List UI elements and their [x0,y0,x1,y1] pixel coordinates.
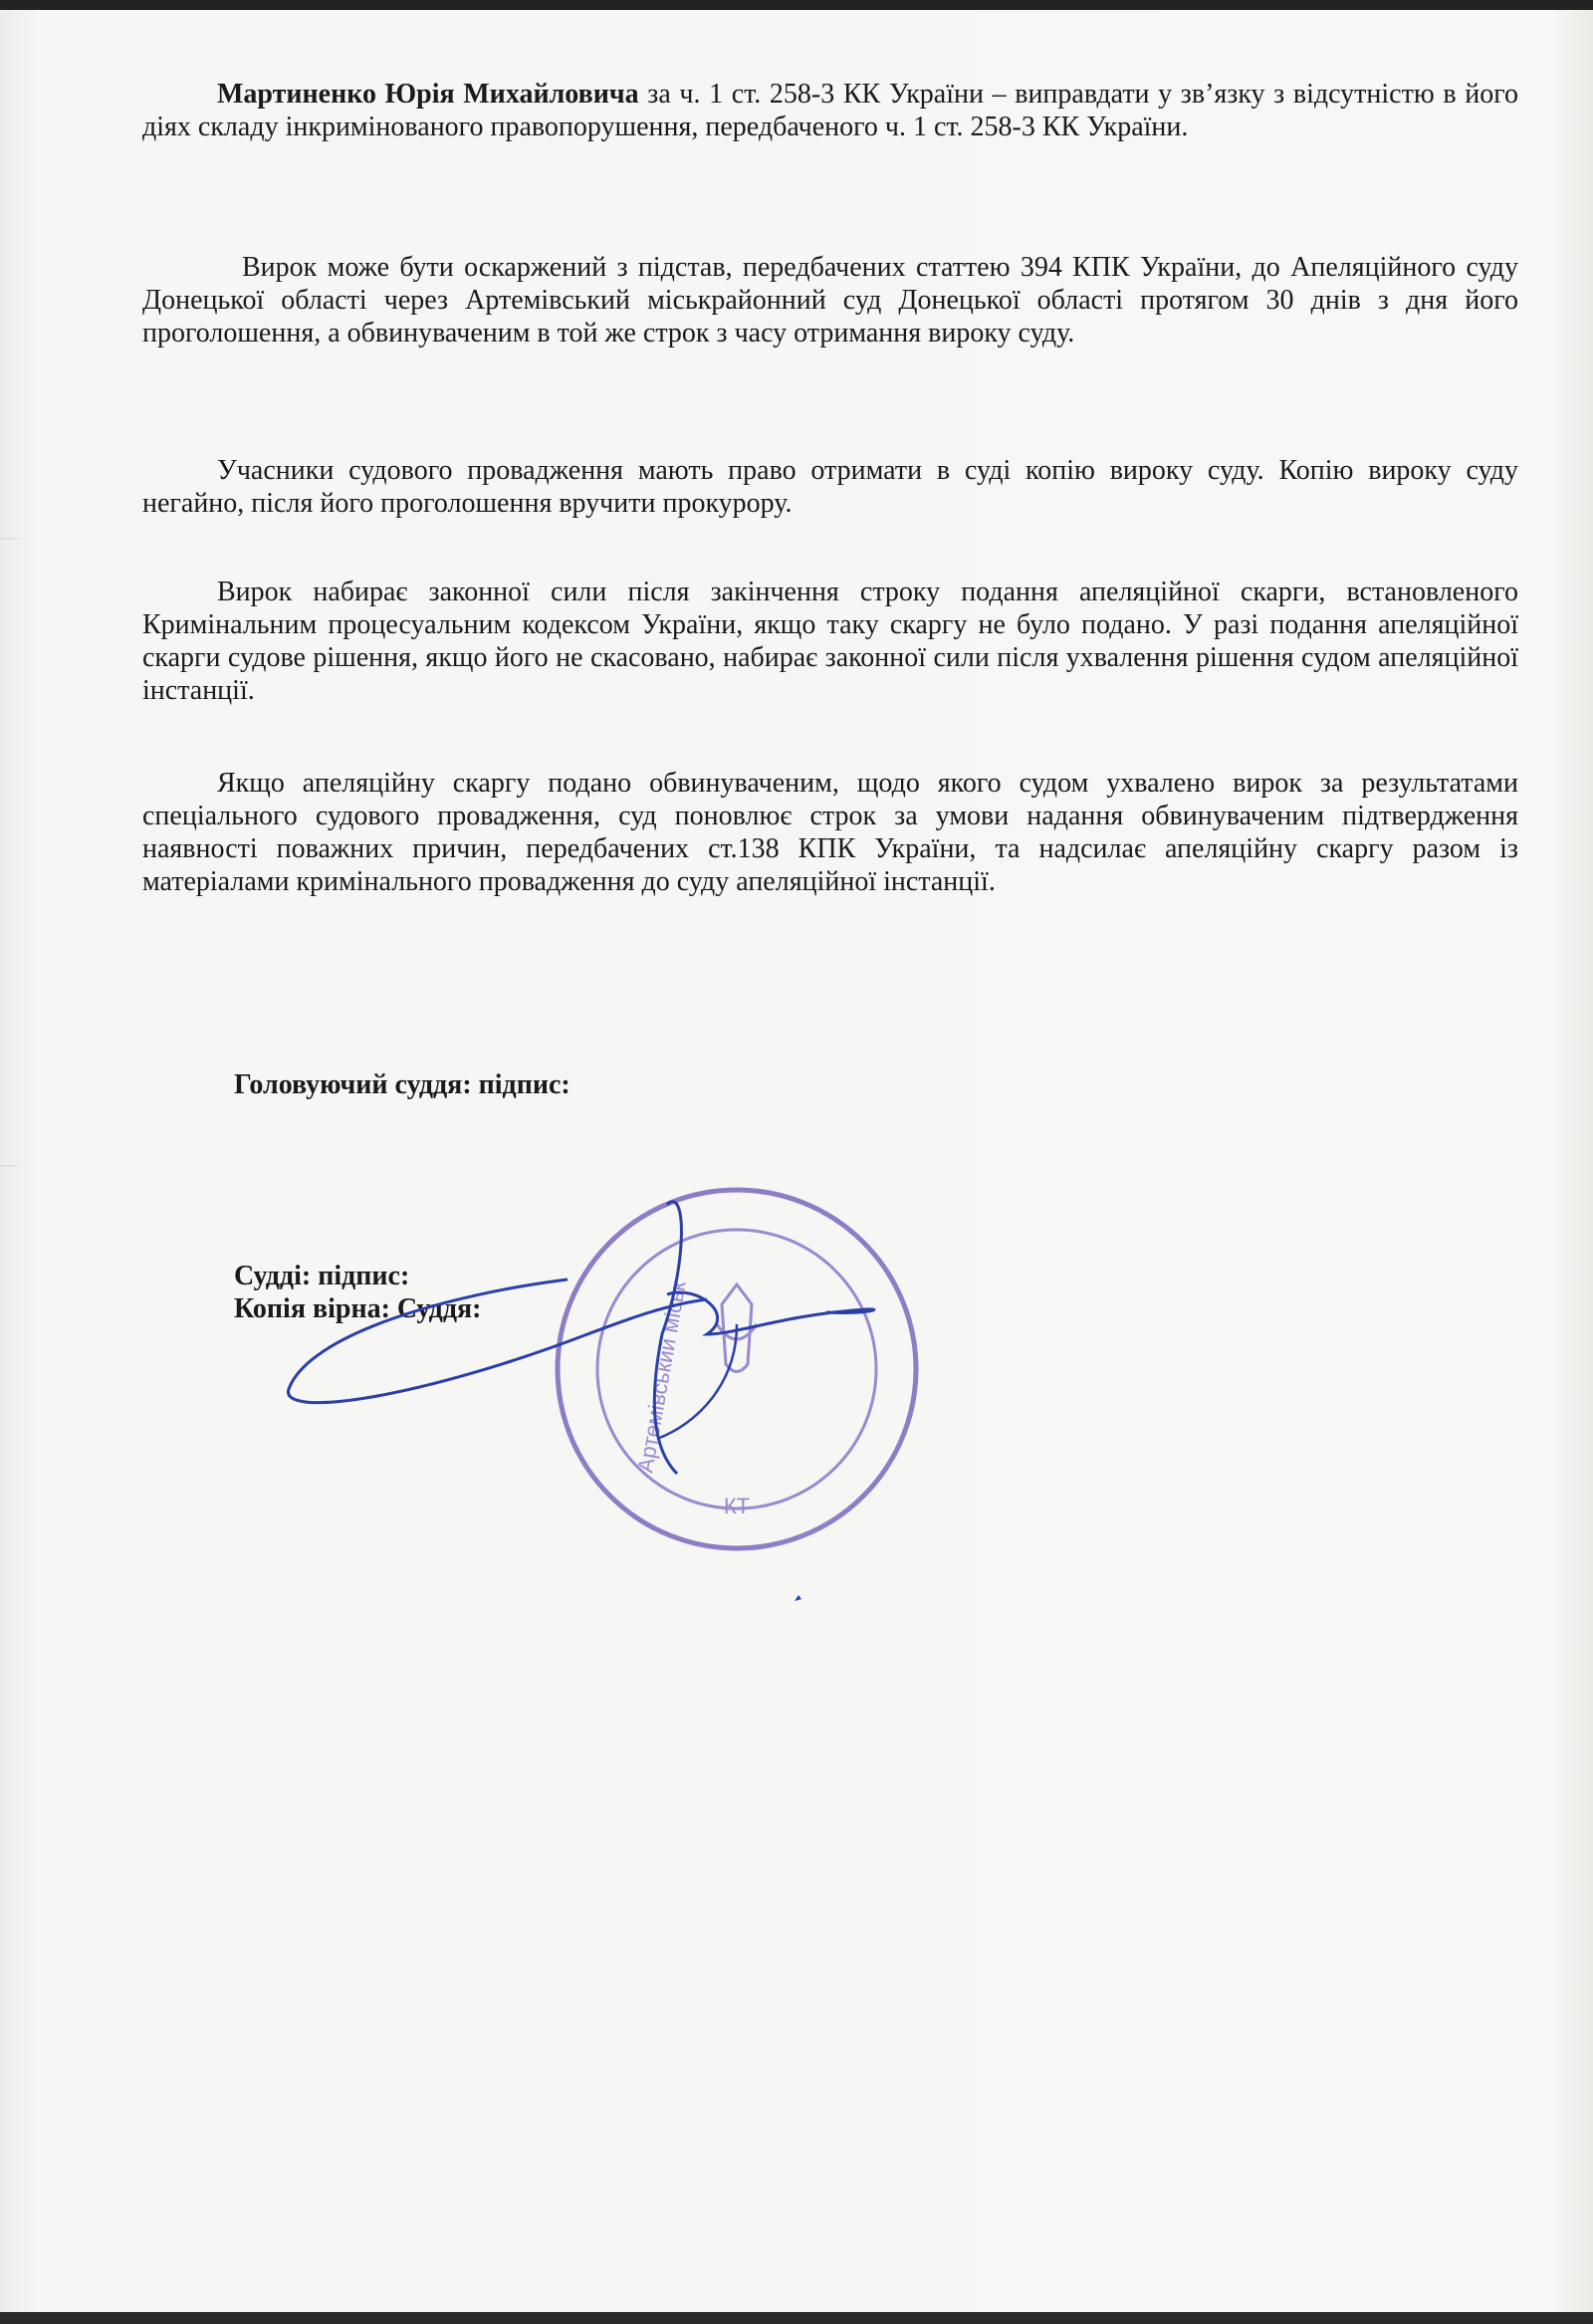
paragraph-appeal [142,251,1518,349]
copy-certified-line: Копія вірна: Суддя: [234,1293,482,1324]
paragraph-acquittal [142,78,1518,143]
special-proceeding-text: Якщо апеляційну скаргу подано обвинуваченим, щодо якого судом ухвалено вирок за результатами спеціального судового провадження, суд поновлює строк за умови надання обвинуваченим підтвердження наявності поважних причин, передбачених ст.138 КПК України, та надсилає апеляційну скаргу разом із матеріалами кримінального провадження до суду апеляційної інстанції. [142,768,1518,897]
defendant-name: Мартиненко Юрія Михайловича [217,79,639,110]
ink-dot [795,1595,801,1601]
acquittal-text: за ч. 1 ст. 258-3 КК України – виправдати у зв’язку з відсутністю в його діях складу інкримінованого правопорушення, передбаченого ч. 1 ст. 258-3 КК України. [142,79,1518,142]
scan-bottom-edge [0,2312,1593,2324]
appeal-text: Вирок може бути оскаржений з підстав, передбачених статтею 394 КПК України, до Апеляційного суду Донецької області через Артемівський міськрайонний суд Донецької області протягом 30 днів з дня його проголошення, а обвинуваченим в той же строк з часу отримання вироку суду. [142,252,1518,349]
paragraph-special-proceeding [142,767,1518,898]
presiding-judge-signature-line: Головуючий суддя: підпис: [234,1069,570,1100]
handwritten-signature [288,1202,873,1474]
court-seal-and-signature [269,1185,946,1623]
svg-text:Артемівський міськ: Артемівський міськ [632,1278,691,1475]
paragraph-copy-right [142,454,1518,520]
legal-force-text: Вирок набирає законної сили після закінчення строку подання апеляційної скарги, встановленого Кримінальним процесуальним кодексом України, якщо таку скаргу не було подано. У разі подання апеляційної скарги судове рішення, якщо його не скасовано, набирає законної сили після ухвалення рішення судом апеляційної інстанції. [142,577,1518,706]
copy-right-text: Учасники судового провадження мають право отримати в суді копію вироку суду. Копію вироку суду негайно, після його проголошення вручити прокурору. [142,455,1518,519]
scan-top-edge [0,0,1593,10]
scan-mark [0,538,20,540]
scan-mark [0,1165,18,1167]
court-seal-stamp [558,1190,916,1548]
judges-signature-line: Судді: підпис: [234,1261,410,1291]
paragraph-legal-force [142,576,1518,707]
svg-text:КТ: КТ [723,1494,751,1518]
